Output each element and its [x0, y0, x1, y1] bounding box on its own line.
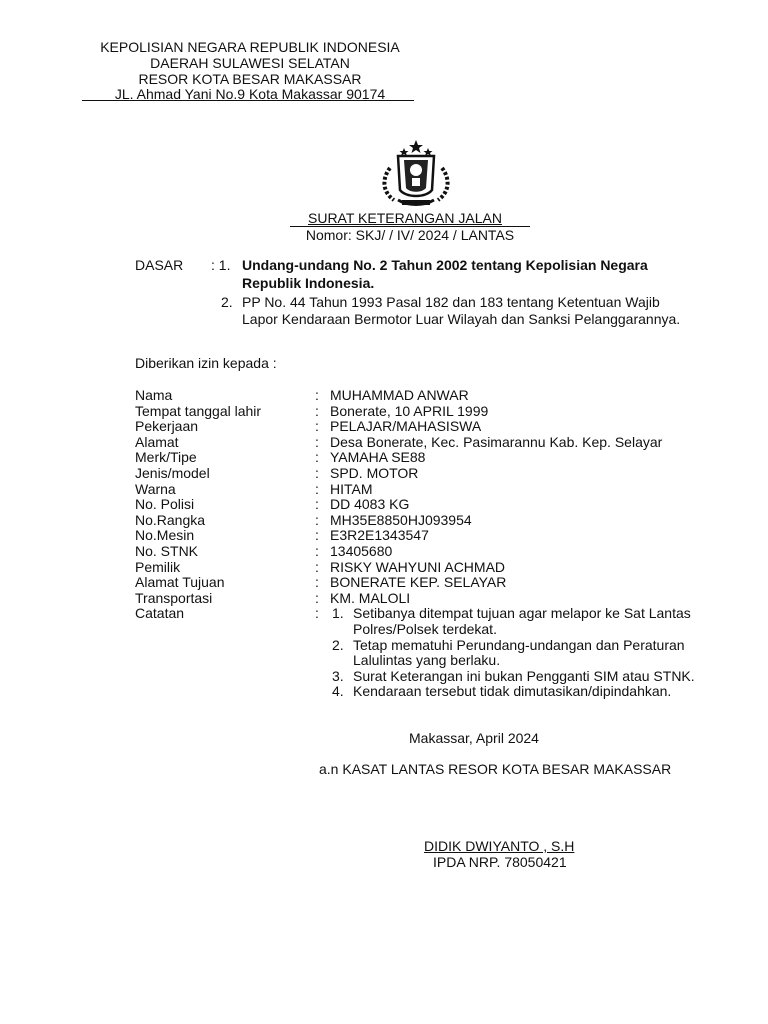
note-2-line-1: Tetap mematuhi Perundang-undangan dan Peraturan — [353, 636, 685, 653]
dasar-item-1-line-2: Republik Indonesia. — [242, 275, 375, 291]
note-2-number: 2. — [332, 636, 344, 653]
field-row — [135, 591, 410, 607]
dasar-item-1-line-1: Undang-undang No. 2 Tahun 2002 tentang Kepolisian Negara — [242, 257, 648, 273]
header-region: DAERAH SULAWESI SELATAN — [150, 55, 350, 71]
field-value: Bonerate, 10 APRIL 1999 — [330, 402, 489, 419]
signer-name: DIDIK DWIYANTO , S.H — [424, 838, 575, 854]
field-value: HITAM — [330, 480, 373, 497]
field-value: YAMAHA SE88 — [330, 449, 426, 466]
field-label: No.Mesin — [135, 527, 195, 544]
dasar-item-2-number: 2. — [221, 294, 233, 310]
field-colon: : — [315, 433, 319, 450]
field-label: Pemilik — [135, 558, 181, 575]
field-label: Transportasi — [135, 589, 213, 606]
field-value: KM. MALOLI — [330, 589, 411, 606]
field-label: No. Polisi — [135, 496, 195, 513]
field-value: 13405680 — [330, 543, 393, 559]
note-4-number: 4. — [332, 683, 344, 700]
field-label: Catatan — [135, 605, 185, 622]
field-colon: : — [315, 496, 319, 513]
note-1-line-2: Polres/Polsek terdekat. — [353, 621, 497, 637]
field-label: No. STNK — [135, 543, 199, 559]
document-title: SURAT KETERANGAN JALAN — [308, 210, 502, 226]
dasar-separator: : 1. — [211, 257, 231, 273]
field-value: RISKY WAHYUNI ACHMAD — [330, 558, 506, 575]
field-row — [135, 404, 488, 420]
field-label: Warna — [135, 480, 176, 497]
field-row — [135, 482, 373, 498]
field-colon: : — [315, 465, 319, 481]
header-institution: KEPOLISIAN NEGARA REPUBLIK INDONESIA — [100, 39, 400, 55]
note-4-line-1: Kendaraan tersebut tidak dimutasikan/dipindahkan. — [353, 683, 672, 700]
field-colon: : — [315, 511, 319, 528]
document-number: Nomor: SKJ/ / IV/ 2024 / LANTAS — [305, 227, 515, 243]
field-value: MH35E8850HJ093954 — [330, 511, 472, 528]
dasar-item-2-line-1: PP No. 44 Tahun 1993 Pasal 182 dan 183 tentang Ketentuan Wajib — [242, 294, 660, 310]
header-divider — [82, 100, 414, 101]
field-row — [135, 419, 481, 435]
field-row — [135, 544, 392, 560]
field-row — [135, 450, 425, 466]
place-date: Makassar, April 2024 — [409, 730, 539, 746]
field-row — [135, 513, 472, 529]
field-colon: : — [315, 527, 319, 544]
signer-rank: IPDA NRP. 78050421 — [433, 854, 567, 870]
field-value: E3R2E1343547 — [330, 527, 429, 544]
field-colon: : — [315, 418, 319, 435]
field-row — [135, 528, 429, 544]
dasar-label: DASAR — [135, 257, 184, 273]
note-3-number: 3. — [332, 667, 344, 684]
field-value: DD 4083 KG — [330, 496, 410, 513]
field-value: Desa Bonerate, Kec. Pasimarannu Kab. Kep. Selayar — [330, 433, 663, 450]
intro-text: Diberikan izin kepada : — [135, 355, 277, 371]
field-row — [135, 388, 469, 404]
note-1-line-1: Setibanya ditempat tujuan agar melapor ke Sat Lantas — [353, 605, 691, 622]
title-underline — [290, 226, 530, 227]
field-label: Pekerjaan — [135, 418, 199, 435]
header-address: JL. Ahmad Yani No.9 Kota Makassar 90174 — [114, 86, 386, 102]
field-colon: : — [315, 605, 319, 622]
field-row — [135, 575, 506, 591]
field-value: BONERATE KEP. SELAYAR — [330, 574, 507, 591]
field-row — [135, 435, 662, 451]
dasar-item-2-line-2: Lapor Kendaraan Bermotor Luar Wilayah dan Sanksi Pelanggarannya. — [242, 311, 681, 327]
field-label: Jenis/model — [135, 465, 210, 481]
field-label: Alamat — [135, 433, 179, 450]
field-row — [135, 560, 505, 576]
field-label: Merk/Tipe — [135, 449, 197, 466]
note-2-line-2: Lalulintas yang berlaku. — [353, 652, 501, 669]
field-colon: : — [315, 558, 319, 575]
field-value: PELAJAR/MAHASISWA — [330, 418, 482, 435]
on-behalf-line: a.n KASAT LANTAS RESOR KOTA BESAR MAKASSAR — [319, 761, 672, 777]
field-colon: : — [315, 574, 319, 591]
field-row — [135, 606, 330, 622]
field-colon: : — [315, 387, 319, 403]
header-unit: RESOR KOTA BESAR MAKASSAR — [138, 71, 362, 87]
field-colon: : — [315, 402, 319, 419]
field-label: Alamat Tujuan — [135, 574, 225, 591]
field-label: Nama — [135, 387, 173, 403]
field-row — [135, 497, 409, 513]
field-row — [135, 466, 418, 482]
police-emblem-icon — [368, 138, 464, 208]
note-3-line-1: Surat Keterangan ini bukan Pengganti SIM atau STNK. — [353, 667, 695, 684]
field-value: SPD. MOTOR — [330, 465, 419, 481]
field-label: Tempat tanggal lahir — [135, 402, 262, 419]
field-colon: : — [315, 480, 319, 497]
field-colon: : — [315, 543, 319, 559]
field-label: No.Rangka — [135, 511, 206, 528]
field-colon: : — [315, 449, 319, 466]
field-colon: : — [315, 589, 319, 606]
note-1-number: 1. — [332, 605, 344, 622]
field-value: MUHAMMAD ANWAR — [330, 387, 469, 403]
